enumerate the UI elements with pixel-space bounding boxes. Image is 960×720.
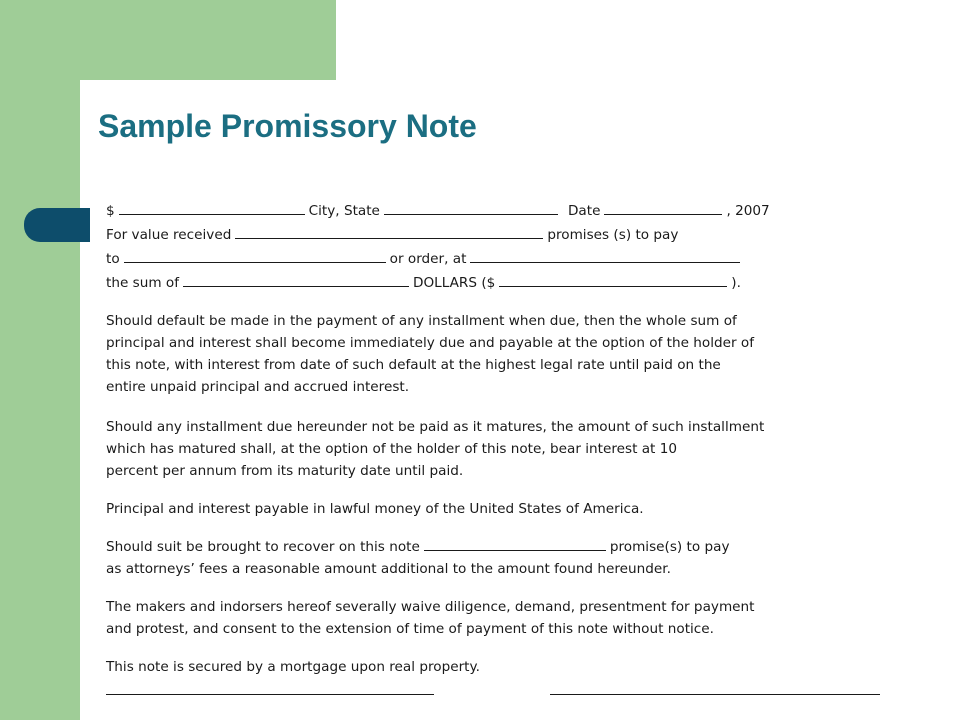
- suit-label: Should suit be brought to recover on this note: [106, 539, 420, 555]
- order-at-label: or order, at: [389, 251, 467, 267]
- slide-title: Sample Promissory Note: [98, 108, 477, 144]
- default-clause-line: principal and interest shall become immediately due and payable at the option of the holder of: [106, 335, 755, 351]
- default-clause-line: this note, with interest from date of such default at the highest legal rate until paid on the: [106, 357, 721, 373]
- note-header-line-2: [106, 224, 896, 248]
- closing-paren: ).: [731, 275, 741, 291]
- secured-clause: [106, 656, 896, 678]
- waiver-clause: [106, 596, 896, 640]
- sum-of-label: the sum of: [106, 275, 179, 291]
- payee-to-label: to: [106, 251, 120, 267]
- suit-blank: [424, 536, 606, 551]
- default-clause-line: Should default be made in the payment of any installment when due, then the whole sum of: [106, 313, 737, 329]
- suit-promise-label: promise(s) to pay: [609, 539, 730, 555]
- date-blank: [604, 200, 722, 215]
- payee-blank: [124, 248, 386, 263]
- default-clause-line: entire unpaid principal and accrued interest.: [106, 379, 410, 395]
- secured-line: This note is secured by a mortgage upon real property.: [106, 659, 480, 675]
- waiver-line: The makers and indorsers hereof severally waive diligence, demand, presentment for payment: [106, 599, 755, 615]
- amount-blank: [119, 200, 305, 215]
- note-header-line-4: [106, 272, 896, 296]
- city-state-label: City, State: [308, 203, 380, 219]
- installment-clause-line: which has matured shall, at the option of the holder of this note, bear interest at 10: [106, 441, 677, 457]
- dollars-label: DOLLARS ($: [413, 275, 496, 291]
- city-state-blank: [384, 200, 558, 215]
- installment-clause-line: Should any installment due hereunder not be paid as it matures, the amount of such installment: [106, 419, 765, 435]
- sum-words-blank: [183, 272, 409, 287]
- attorney-fees-line-1: [106, 536, 896, 558]
- attorney-fees-line-2: as attorneys’ fees a reasonable amount additional to the amount found hereunder.: [106, 561, 671, 577]
- note-header-line-1: [106, 200, 896, 224]
- maker-blank: [235, 224, 543, 239]
- signature-line-left: [106, 694, 434, 695]
- dollar-sign: $: [106, 203, 115, 219]
- waiver-line: and protest, and consent to the extension of time of payment of this note without notice.: [106, 621, 714, 637]
- installment-clause: [106, 416, 896, 482]
- value-received-label: For value received: [106, 227, 232, 243]
- accent-tab: [24, 208, 90, 242]
- note-header-line-3: [106, 248, 896, 272]
- attorney-fees-clause: [106, 536, 896, 580]
- promises-label: promises (s) to pay: [547, 227, 679, 243]
- year-label: , 2007: [726, 203, 770, 219]
- installment-clause-line: percent per annum from its maturity date until paid.: [106, 463, 464, 479]
- signature-line-right: [550, 694, 880, 695]
- sum-figures-blank: [499, 272, 727, 287]
- lawful-money-clause: [106, 498, 896, 520]
- default-clause: [106, 310, 896, 398]
- location-blank: [470, 248, 740, 263]
- date-label: Date: [567, 203, 601, 219]
- lawful-money-line: Principal and interest payable in lawful money of the United States of America.: [106, 501, 644, 517]
- promissory-note-document: [106, 200, 896, 678]
- green-band-left: [0, 0, 80, 720]
